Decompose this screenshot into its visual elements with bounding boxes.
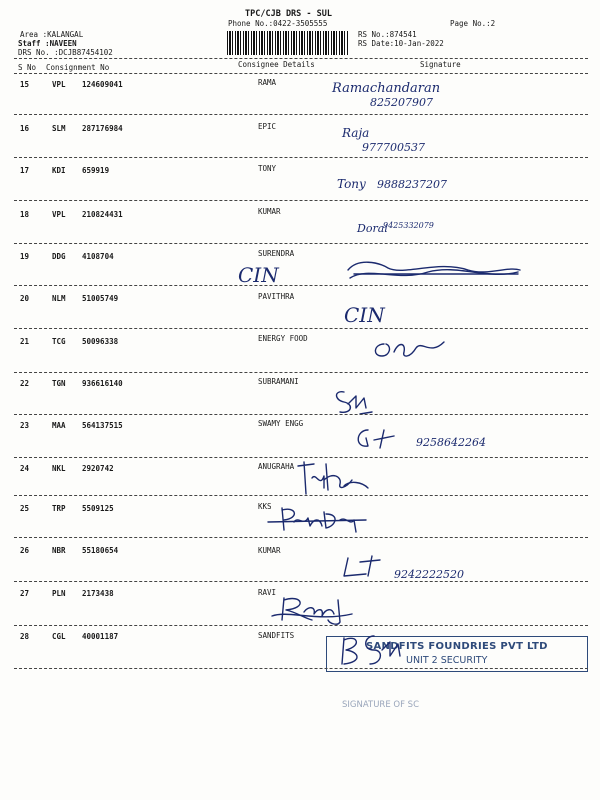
signature-25 <box>262 504 372 534</box>
row-consignee: KUMAR <box>258 546 281 555</box>
svg-text:CIN: CIN <box>344 303 385 327</box>
row-consignment-no: 124609041 <box>82 80 123 89</box>
signature-19 <box>238 256 528 288</box>
row-consignment-no: 40001187 <box>82 632 119 641</box>
row-consignment-no: 659919 <box>82 166 110 175</box>
signature-23 <box>350 424 510 454</box>
signature-24 <box>296 458 376 498</box>
area-label: Area :KALANGAL <box>20 30 84 39</box>
divider <box>14 200 588 201</box>
signature-20 <box>344 296 414 328</box>
svg-text:Tony: Tony <box>337 177 366 191</box>
divider <box>14 328 588 329</box>
row-code: VPL <box>52 80 66 89</box>
row-sno: 18 <box>20 210 30 219</box>
row-consignee: ANUGRAHA <box>258 462 295 471</box>
row-code: PLN <box>52 589 66 598</box>
signature-21 <box>370 334 450 364</box>
svg-text:825207907: 825207907 <box>370 96 433 109</box>
page-number: Page No.:2 <box>450 19 496 28</box>
row-consignee: SURENDRA <box>258 249 295 258</box>
row-consignee: EPIC <box>258 122 277 131</box>
staff-label: Staff :NAVEEN <box>18 39 77 48</box>
signature-17 <box>335 170 495 198</box>
stamp-unit: UNIT 2 SECURITY <box>406 655 488 666</box>
rs-date: RS Date:10-Jan-2022 <box>358 39 444 48</box>
row-code: TCG <box>52 337 66 346</box>
svg-text:977700537: 977700537 <box>362 141 425 154</box>
row-consignment-no: 564137515 <box>82 421 123 430</box>
stamp-company-name: SANDFITS FOUNDRIES PVT LTD <box>366 641 548 652</box>
divider <box>14 157 588 158</box>
row-code: NBR <box>52 546 66 555</box>
svg-text:CIN: CIN <box>238 263 279 287</box>
divider <box>14 114 588 115</box>
row-sno: 20 <box>20 294 30 303</box>
row-sno: 25 <box>20 504 30 513</box>
row-consignment-no: 50096338 <box>82 337 119 346</box>
row-code: SLM <box>52 124 66 133</box>
divider <box>14 372 588 373</box>
row-code: NLM <box>52 294 66 303</box>
row-consignment-no: 4108704 <box>82 252 114 261</box>
row-code: CGL <box>52 632 66 641</box>
row-consignment-no: 936616140 <box>82 379 123 388</box>
row-sno: 24 <box>20 464 30 473</box>
svg-text:Ramachandaran: Ramachandaran <box>332 81 441 96</box>
col-consignee: Consignee Details <box>238 60 315 69</box>
row-code: NKL <box>52 464 66 473</box>
signature-28 <box>334 630 434 670</box>
drs-number: DRS No. :DCJB87454102 <box>18 48 113 57</box>
divider <box>14 537 588 538</box>
row-code: TRP <box>52 504 66 513</box>
row-consignment-no: 2173438 <box>82 589 114 598</box>
svg-text:9425332079: 9425332079 <box>383 221 434 230</box>
row-sno: 28 <box>20 632 30 641</box>
divider <box>14 495 588 496</box>
divider <box>14 285 588 286</box>
barcode <box>227 31 349 55</box>
row-code: DDG <box>52 252 66 261</box>
row-consignment-no: 51005749 <box>82 294 119 303</box>
row-consignee: TONY <box>258 164 277 173</box>
divider <box>14 668 588 669</box>
row-consignee: ENERGY FOOD <box>258 334 308 343</box>
svg-text:9242222520: 9242222520 <box>394 568 464 581</box>
row-sno: 23 <box>20 421 30 430</box>
row-sno: 19 <box>20 252 30 261</box>
signature-16 <box>340 125 480 155</box>
row-consignment-no: 2920742 <box>82 464 114 473</box>
col-sno: S No <box>18 63 37 72</box>
row-consignee: SWAMY ENGG <box>258 419 304 428</box>
row-consignee: SUBRAMANI <box>258 377 299 386</box>
row-consignee: SANDFITS <box>258 631 295 640</box>
svg-text:9258642264: 9258642264 <box>416 436 486 449</box>
row-consignment-no: 5509125 <box>82 504 114 513</box>
row-sno: 17 <box>20 166 30 175</box>
document-title: TPC/CJB DRS - SUL <box>245 9 332 19</box>
divider <box>14 58 588 59</box>
col-signature: Signature <box>420 60 461 69</box>
stamp-caption: SIGNATURE OF SC <box>342 700 420 710</box>
svg-text:Raja: Raja <box>342 126 370 140</box>
row-sno: 21 <box>20 337 30 346</box>
row-sno: 27 <box>20 589 30 598</box>
phone-number: Phone No.:0422-3505555 <box>228 19 328 28</box>
row-consignment-no: 55180654 <box>82 546 119 555</box>
divider <box>14 581 588 582</box>
divider <box>14 414 588 415</box>
row-code: KDI <box>52 166 66 175</box>
row-code: TGN <box>52 379 66 388</box>
divider <box>14 73 588 74</box>
row-consignee: RAMA <box>258 78 277 87</box>
rs-number: RS No.:874541 <box>358 30 417 39</box>
divider <box>14 625 588 626</box>
row-consignee: KUMAR <box>258 207 281 216</box>
row-code: MAA <box>52 421 66 430</box>
svg-text:Dorai: Dorai <box>357 222 388 235</box>
signature-18 <box>355 210 475 240</box>
divider <box>14 243 588 244</box>
row-consignment-no: 210824431 <box>82 210 123 219</box>
row-code: VPL <box>52 210 66 219</box>
row-sno: 16 <box>20 124 30 133</box>
row-sno: 26 <box>20 546 30 555</box>
signature-27 <box>268 592 358 626</box>
row-sno: 15 <box>20 80 30 89</box>
row-consignment-no: 287176984 <box>82 124 123 133</box>
row-consignee: KKS <box>258 502 272 511</box>
signature-26 <box>340 554 500 584</box>
row-consignee: PAVITHRA <box>258 292 295 301</box>
signature-15 <box>330 78 480 108</box>
col-consignment: Consignment No <box>46 63 110 72</box>
row-sno: 22 <box>20 379 30 388</box>
svg-text:9888237207: 9888237207 <box>377 178 447 191</box>
row-consignee: RAVI <box>258 588 277 597</box>
